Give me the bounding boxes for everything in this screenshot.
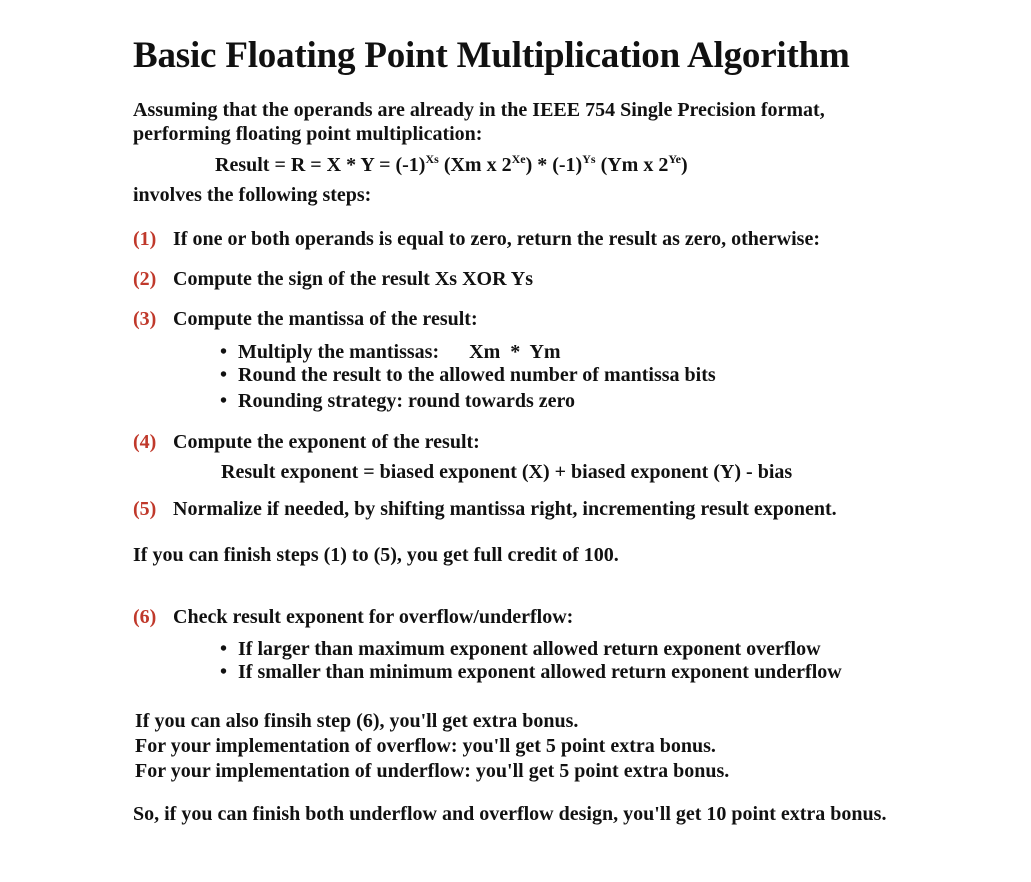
intro-line-3: involves the following steps: [133,184,372,206]
bullet-icon: • [220,364,228,386]
bonus-line-3: For your implementation of underflow: you'll get 5 point extra bonus. [135,760,730,782]
step-text: Compute the sign of the result Xs XOR Ys [173,268,533,290]
step3-bullet-2 [220,364,716,387]
bullet-text: Rounding strategy: round towards zero [238,390,576,412]
step-text: If one or both operands is equal to zero, return the result as zero, otherwise: [173,228,820,250]
formula-sign-x: (-1) [395,154,426,176]
result-formula [215,152,688,177]
formula-end: ) [681,154,688,176]
step-text: Check result exponent for overflow/underflow: [173,606,574,628]
bullet-icon: • [220,661,228,683]
step3-bullet-1 [220,341,561,364]
bonus-line-1: If you can also finsih step (6), you'll get extra bonus. [135,710,579,732]
step-4 [133,431,480,454]
step6-bullet-2 [220,661,842,684]
formula-xe: Xe [511,152,526,166]
step-1 [133,228,820,251]
step-number: (6) [133,606,157,628]
formula-xs: Xs [425,152,439,166]
bullet-icon: • [220,638,228,660]
bullet-icon: • [220,390,228,412]
bullet-text: Multiply the mantissas: Xm * Ym [238,341,561,363]
step-number: (1) [133,228,157,250]
step6-bullet-1 [220,638,821,661]
step-text: Compute the mantissa of the result: [173,308,478,330]
formula-lhs: Result = R = X * Y = [215,154,396,176]
bullet-text: If larger than maximum exponent allowed return exponent overflow [238,638,821,660]
step-number: (5) [133,498,157,520]
step-2 [133,268,533,291]
formula-mid: ) * (-1) [525,154,583,176]
step-5 [133,498,837,521]
step-number: (3) [133,308,157,330]
step-6 [133,606,573,629]
step3-bullet-3 [220,390,575,413]
step-text: Normalize if needed, by shifting mantissa right, incrementing result exponent. [173,498,837,520]
page-title: Basic Floating Point Multiplication Algorithm [133,35,850,76]
bonus-line-4: So, if you can finish both underflow and overflow design, you'll get 10 point extra bonus. [133,803,887,825]
step-number: (2) [133,268,157,290]
step-3 [133,308,478,331]
formula-xm: (Xm x 2 [438,154,512,176]
formula-ym: (Ym x 2 [595,154,669,176]
formula-ys: Ys [582,152,596,166]
bullet-text: Round the result to the allowed number of mantissa bits [238,364,716,386]
credit-note: If you can finish steps (1) to (5), you get full credit of 100. [133,544,619,566]
step-number: (4) [133,431,157,453]
bonus-line-2: For your implementation of overflow: you'll get 5 point extra bonus. [135,735,716,757]
step4-formula: Result exponent = biased exponent (X) + biased exponent (Y) - bias [221,461,793,483]
intro-line-1: Assuming that the operands are already in the IEEE 754 Single Precision format, [133,99,825,121]
formula-ye: Ye [668,152,681,166]
bullet-icon: • [220,341,228,363]
bullet-text: If smaller than minimum exponent allowed return exponent underflow [238,661,842,683]
step-text: Compute the exponent of the result: [173,431,480,453]
intro-line-2: performing floating point multiplication: [133,123,483,145]
